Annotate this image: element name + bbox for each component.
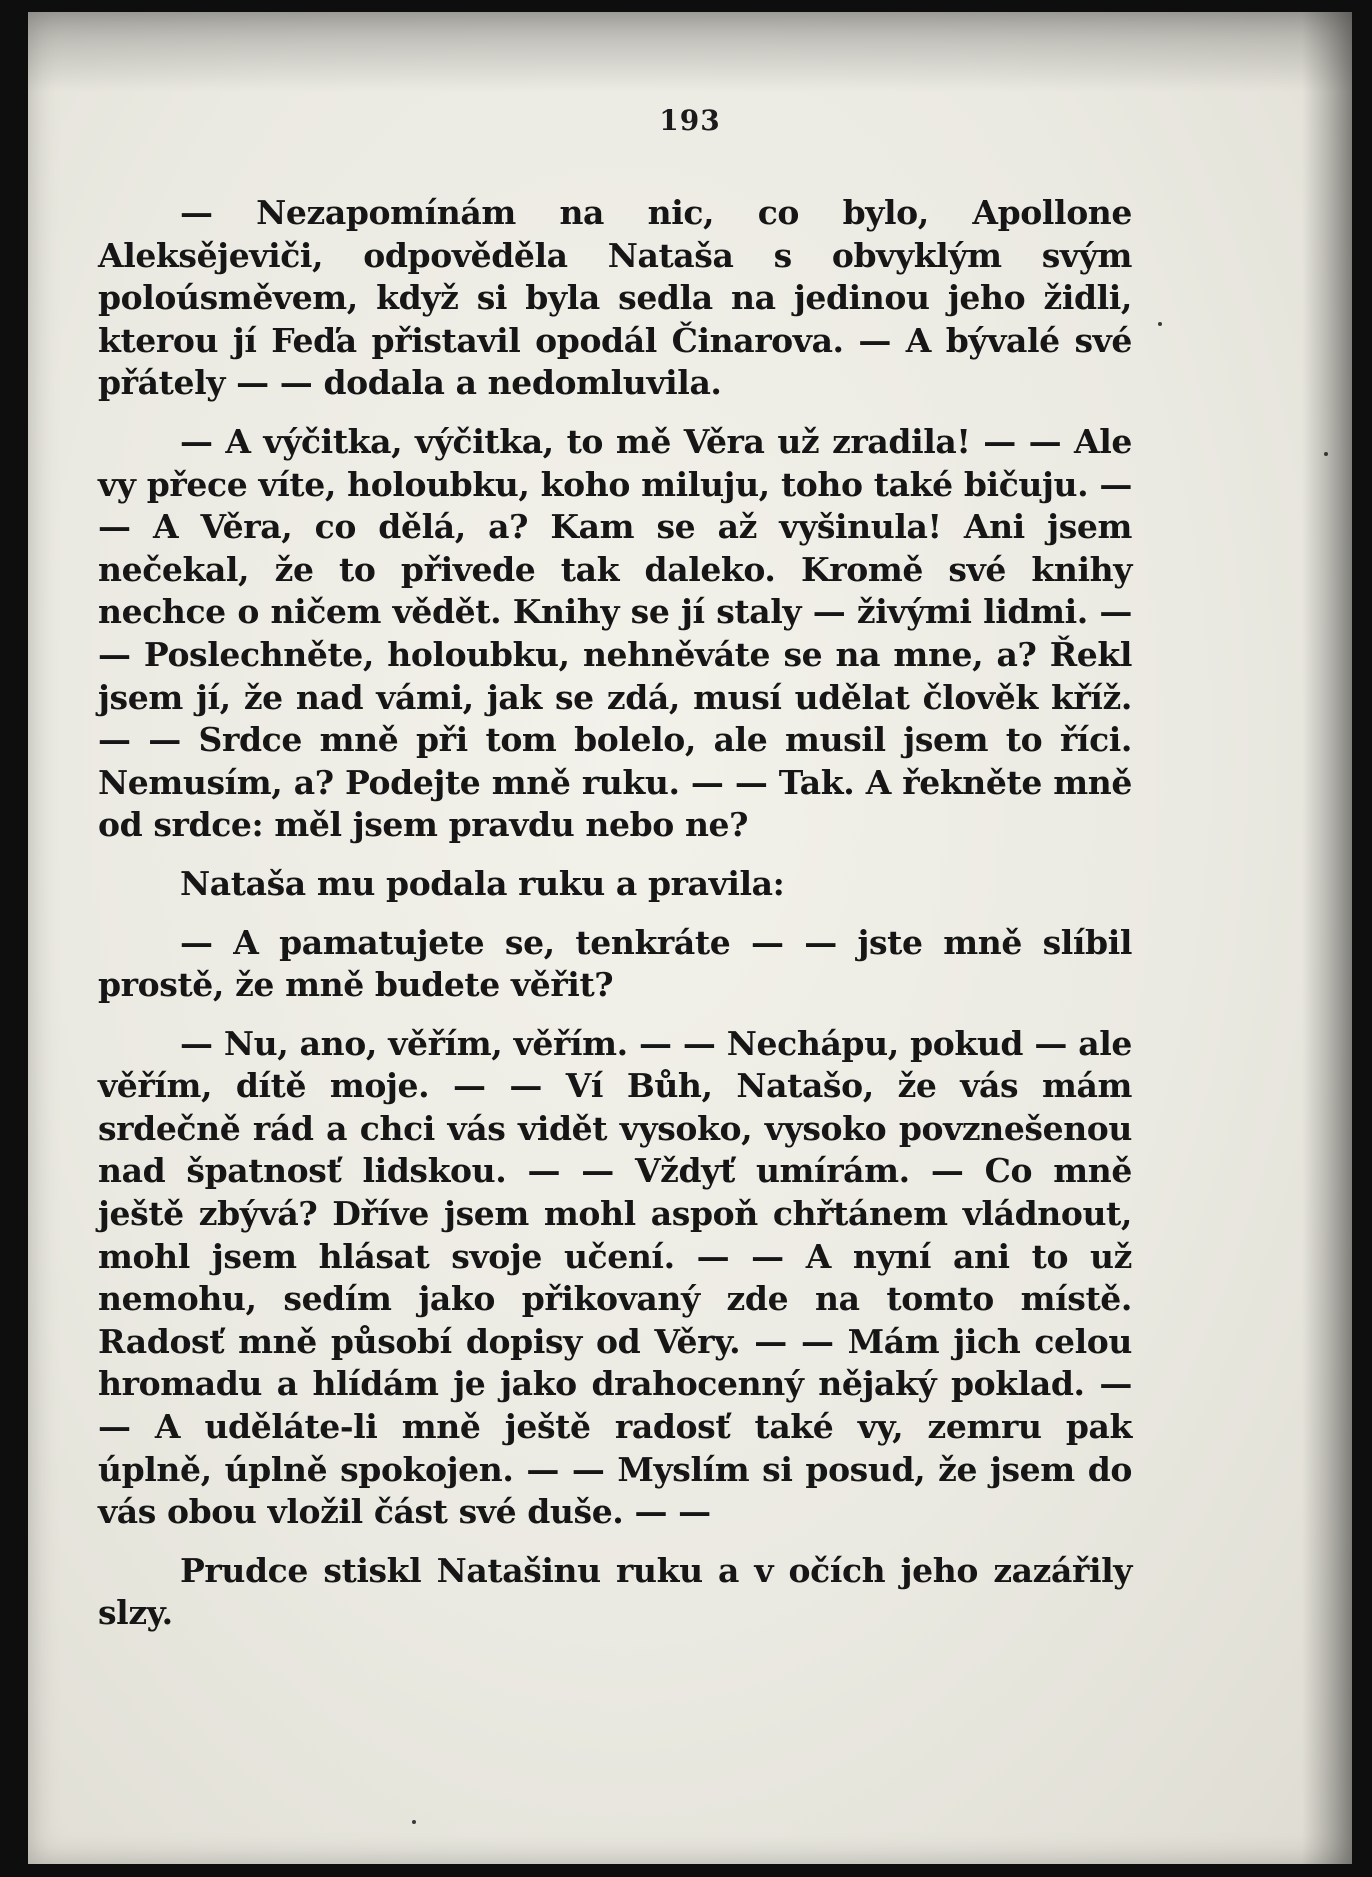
- paragraph-2: — A výčitka, výčitka, to mě Věra už zradila! — — Ale vy přece víte, holoubku, koho miluju, toho také bičuju. — — A Věra, co dělá, a? Kam se až vyšinula! Ani jsem nečekal, že to přivede tak daleko. Kromě své knihy nechce o ničem vědět. Knihy se jí staly — živými lidmi. — — Poslechněte, holoubku, nehněváte se na mne, a? Řekl jsem jí, že nad vámi, jak se zdá, musí udělat člověk kříž. — — Srdce mně při tom bolelo, ale musil jsem to říci. Nemusím, a? Podejte mně ruku. — — Tak. A řekněte mně od srdce: měl jsem pravdu nebo ne?: [98, 421, 1132, 845]
- book-page: [28, 12, 1352, 1864]
- page-text: [98, 192, 1132, 1635]
- speck-mark: [1324, 452, 1328, 456]
- paragraph-3: Nataša mu podala ruku a pravila:: [180, 863, 785, 903]
- speck-mark: [1158, 322, 1162, 326]
- page-number: 193: [659, 104, 721, 137]
- paragraph-5: — Nu, ano, věřím, věřím. — — Nechápu, pokud — ale věřím, dítě moje. — — Ví Bůh, Natašo, že vás mám srdečně rád a chci vás vidět vysoko, vysoko povznešenou nad špatnosť lidskou. — — Vždyť umírám. — Co mně ještě zbývá? Dříve jsem mohl aspoň chřtánem vládnout, mohl jsem hlásat svoje učení. — — A nyní ani to už nemohu, sedím jako přikovaný zde na tomto místě. Radosť mně působí dopisy od Věry. — — Mám jich celou hromadu a hlídám je jako drahocenný nějaký poklad. — — A uděláte-li mně ještě radosť také vy, zemru pak úplně, úplně spokojen. — — Myslím si posud, že jsem do vás obou vložil část své duše. — —: [98, 1023, 1132, 1532]
- speck-mark: [412, 1820, 416, 1824]
- paragraph-1: — Nezapomínám na nic, co bylo, Apollone Aleksějeviči, odpověděla Nataša s obvyklým svým poloúsměvem, když si byla sedla na jedinou jeho židli, kterou jí Feďa přistavil opodál Činarova. — A bývalé své přátely — — dodala a nedomluvila.: [98, 193, 1132, 403]
- paragraph-6: Prudce stiskl Natašinu ruku a v očích jeho zazářily slzy.: [98, 1550, 1132, 1633]
- paragraph-4: — A pamatujete se, tenkráte — — jste mně slíbil prostě, že mně budete věřit?: [98, 922, 1132, 1005]
